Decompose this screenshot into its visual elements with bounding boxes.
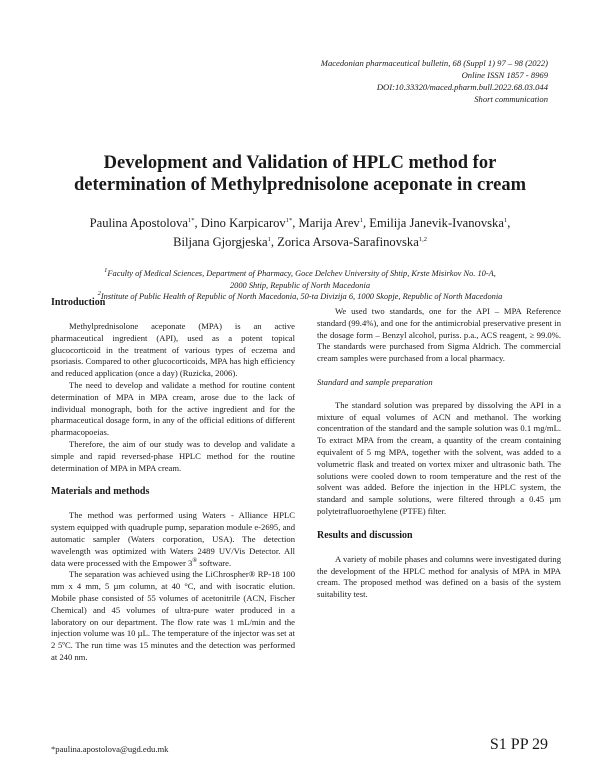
affiliation-1 [36, 268, 564, 280]
methods-p1-text: The method was performed using Waters - Alliance HPLC system equipped with quadruple pump, separation module e-2695, and automatic sampler (Waters corporation, USA). The detection wavelength was optimized with Waters 2489 UV/Vis Detector. All data were processed with the Empower 3 [51, 510, 295, 568]
methods-p1-end: software. [197, 557, 232, 568]
author-name: Paulina Apostolova [89, 216, 188, 230]
intro-paragraph-2: The need to develop and validate a method for routine content determination of MPA in MPA cream, arose due to the lack of individual monograph, both for the active ingredient and for the pharmaceutical dosage form, in any of the official editions of different pharmacopoeias. [51, 379, 295, 438]
standard-prep-heading: Standard and sample preparation [317, 376, 433, 387]
affiliation-mark: 2 [97, 290, 101, 298]
author-affil-mark: 1* [285, 216, 293, 224]
methods-heading: Materials and methods [51, 486, 150, 498]
journal-citation: Macedonian pharmaceutical bulletin, 68 (Suppl 1) 97 – 98 (2022) [320, 58, 548, 68]
methods-paragraph-1 [51, 510, 295, 569]
registered-mark: ® [192, 556, 198, 564]
author-affil-mark: 1,2 [418, 235, 427, 243]
results-paragraph-1: A variety of mobile phases and columns were investigated during the development of the HPLC method for analysis of MPA in MPA cream. The proposed method was defined on a basis of the system suitability test. [317, 553, 561, 600]
methods-paragraph-3: We used two standards, one for the API – MPA Reference standard (99.4%), and one for the antimicrobial preservative present in the dosage form – Benzyl alcohol, puriss. p.a., ACS reagent, ≥ 99.0%. The standards were purchased from Sigma Aldrich. The commercial cream samples were purchased from a local pharmacy. [317, 306, 561, 364]
title-line-1: Development and Validation of HPLC method for [103, 153, 497, 173]
author-list [40, 214, 560, 252]
methods-paragraph-2: The separation was achieved using the LiChrospher® RP-18 100 mm x 4 mm, 5 µm column, at 40 °C, and with isocratic elution. Mobile phase consisted of 55 volumes of acetonitrile (ACN, Fischer Chemical) and 45 volumes of ultra-pure water produced in a laboratory on our department. The flow rate was 1 mL/min and the injection volume was 10 µL. The temperature of the injector was set at 2 5ºC. The run time was 15 minutes and the detection was performed at 240 nm. [51, 569, 295, 662]
page-number: S1 PP 29 [489, 736, 548, 753]
affiliation-text: Institute of Public Health of Republic of North Macedonia, 50-ta Divizija 6, 1000 Skopje, Republic of North Macedonia [100, 292, 503, 301]
journal-issn: Online ISSN 1857 - 8969 [461, 70, 548, 80]
journal-header [188, 57, 548, 105]
title-line-2: determination of Methylprednisolone aceponate in cream [73, 175, 526, 195]
right-column [317, 298, 561, 601]
author-name: Zorica Arsova-Sarafinovska [277, 235, 419, 249]
author-name: Marija Arev [298, 216, 360, 230]
affiliation-text: Faculty of Medical Sciences, Department of Pharmacy, Goce Delchev University of Shtip, Krste Misirkov No. 10-A, [107, 269, 496, 278]
standard-prep-paragraph: The standard solution was prepared by dissolving the API in a mixture of equal volumes of ACN and methanol. The working concentration of the standard and the sample solution was 0.1 mg/mL. To extract MPA from the cream, a quantity of the cream containing equivalent of 5 mg MPA, together with the solvent, was added to a volumetric flask and treated on vortex mixer and ultrasonic bath. The solutions were cooled down to room temperature and the rest of the solvent was added. Before the injection in the HPLC system, the standard and sample solutions, were filtered through a 0.45 µm polytetrafluoroethylene (PTFE) filter. [317, 399, 561, 516]
introduction-heading: Introduction [51, 297, 106, 308]
author-line-1: Paulina Apostolova$^{1*}$, Dino Karpicarov$^{1*}$, Marija Arev$^1$, Emilija Janevik-Ivanovska$^1$, [89, 216, 511, 230]
author-affil-mark: 1 [359, 216, 363, 224]
intro-paragraph-1: Methylprednisolone aceponate (MPA) is an active pharmaceutical ingredient (API), used as a potent topical glucocorticoid in the treatment of various types of eczema and psoriasis. Compared to other glucocorticoids, MPA has high efficiency and reduced application (once a day) (Ruzicka, 2006). [51, 321, 295, 379]
author-name: Emilija Janevik-Ivanovska [369, 216, 504, 230]
left-column [51, 297, 295, 664]
paper-title [40, 152, 560, 196]
affiliation-1-cont: 2000 Shtip, Republic of North Macedonia [229, 280, 371, 290]
affiliation-mark: 1 [104, 267, 108, 275]
article-type: Short communication [474, 94, 548, 104]
intro-paragraph-3: Therefore, the aim of our study was to develop and validate a simple and rapid reversed-phase HPLC method for the routine determination of MPA in MPA cream. [51, 438, 295, 473]
author-name: Biljana Gjorgjeska [173, 235, 268, 249]
author-name: Dino Karpicarov [200, 216, 286, 230]
corresponding-email: *paulina.apostolova@ugd.edu.mk [51, 744, 169, 754]
journal-doi: DOI:10.33320/maced.pharm.bull.2022.68.03.044 [376, 82, 548, 92]
author-affil-mark: 1* [187, 216, 195, 224]
author-affil-mark: 1 [503, 216, 508, 224]
author-line-2: Biljana Gjorgjeska$^1$, Zorica Arsova-Sarafinovska$^{1,2}$ [173, 235, 427, 249]
author-affil-mark: 1 [267, 235, 271, 243]
results-heading: Results and discussion [317, 529, 413, 541]
